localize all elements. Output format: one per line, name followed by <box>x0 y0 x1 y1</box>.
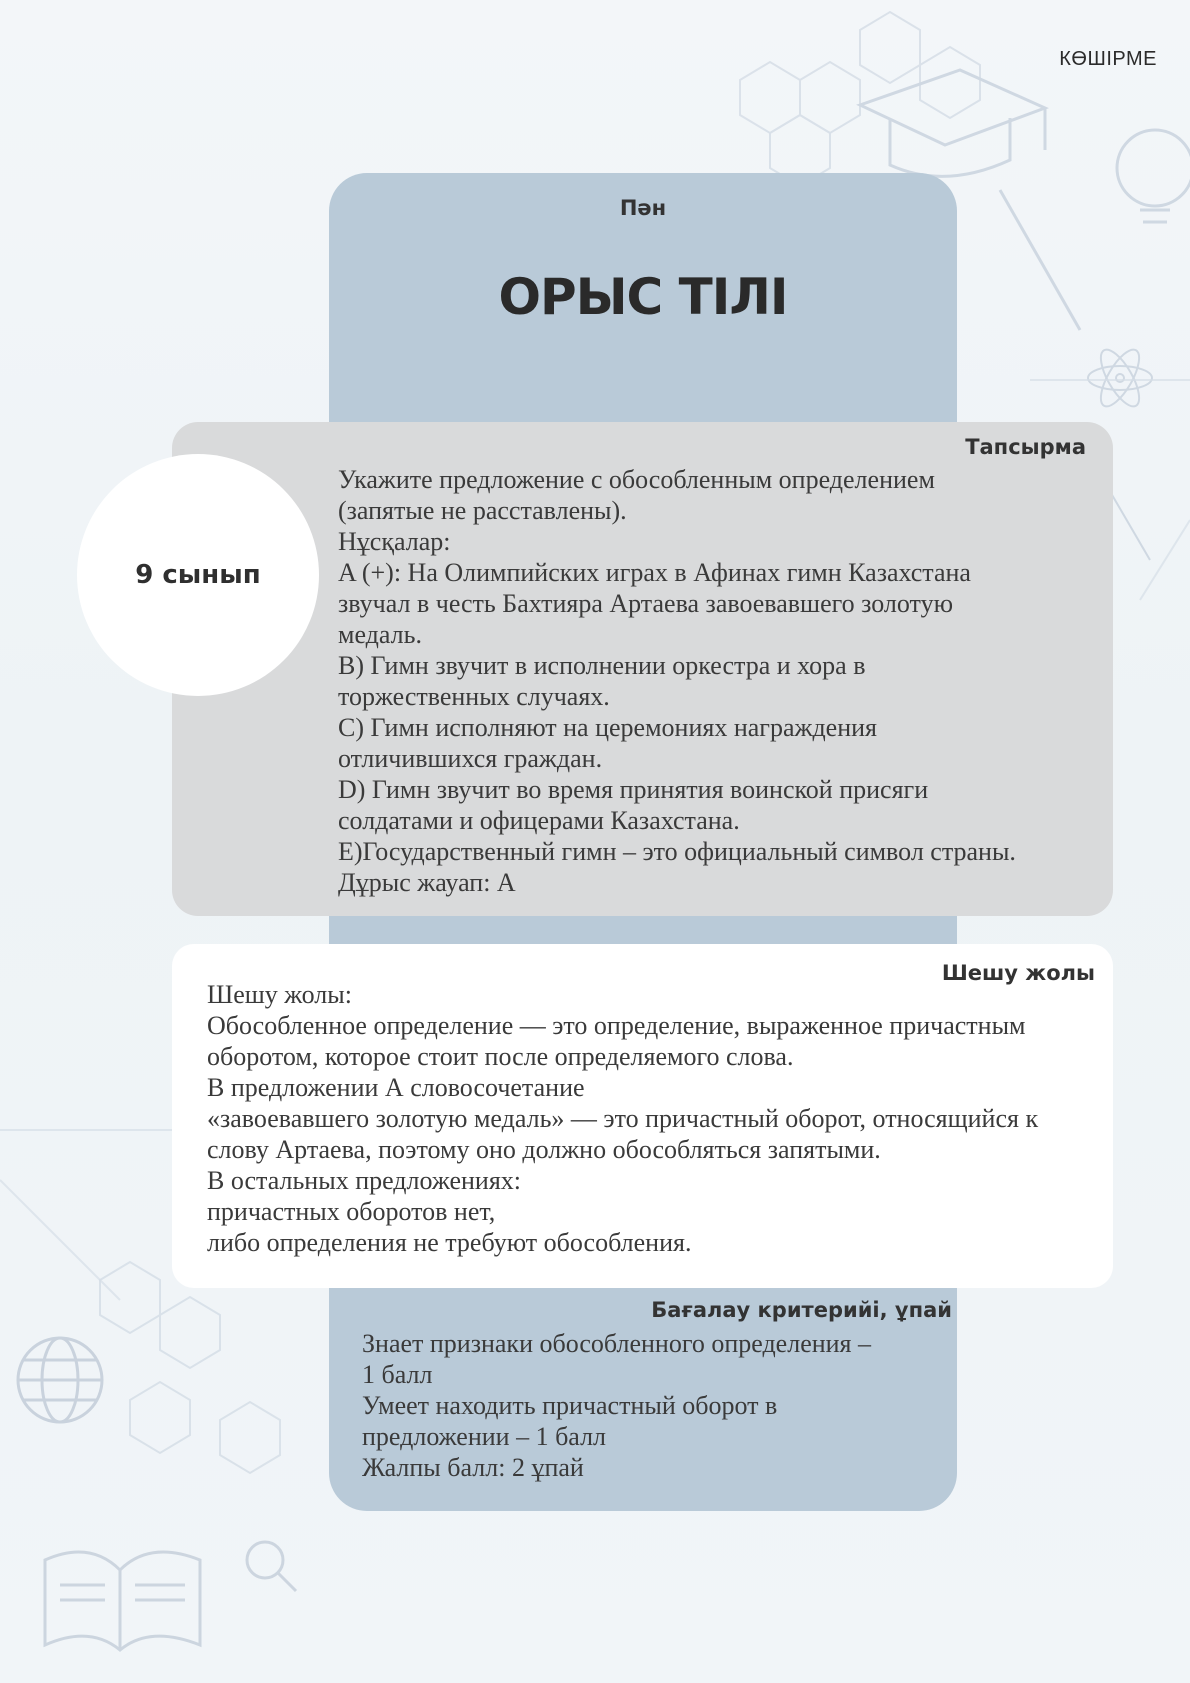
task-answer: Дұрыс жауап: A <box>338 868 516 897</box>
solution-line: причастных оборотов нет, <box>207 1197 496 1226</box>
criteria-line: предложении – 1 балл <box>362 1422 607 1451</box>
task-line: Укажите предложение с обособленным определением <box>338 465 935 494</box>
open-book-icon <box>45 1552 200 1650</box>
task-option-d: солдатами и офицерами Казахстана. <box>338 806 740 835</box>
copy-stamp-label: КӨШІРМЕ <box>1059 48 1157 70</box>
task-text <box>338 464 1098 898</box>
criteria-header: Бағалау критерийі, ұпай <box>651 1298 952 1322</box>
solution-line: слову Артаева, поэтому оно должно обособляться запятыми. <box>207 1135 881 1164</box>
solution-line: оборотом, которое стоит после определяемого слова. <box>207 1042 794 1071</box>
task-option-d: D) Гимн звучит во время принятия воинской присяги <box>338 775 929 804</box>
task-line: Нұсқалар: <box>338 527 451 556</box>
grade-badge: 9 сынып <box>77 454 319 696</box>
solution-line: Шешу жолы: <box>207 980 352 1009</box>
solution-line: либо определения не требуют обособления. <box>207 1228 692 1257</box>
task-line: (запятые не расставлены). <box>338 496 627 525</box>
criteria-text <box>362 1328 922 1483</box>
subject-caption: Пән <box>619 196 667 220</box>
lightbulb-icon <box>1117 130 1190 222</box>
solution-line: В остальных предложениях: <box>207 1166 522 1195</box>
solution-card <box>172 944 1113 1288</box>
task-header: Тапсырма <box>965 435 1086 459</box>
subject-title: ОРЫС ТІЛІ <box>498 268 788 326</box>
magnifier-icon <box>247 1542 296 1591</box>
solution-line: «завоевавшего золотую медаль» — это причастный оборот, относящийся к <box>207 1104 1039 1133</box>
globe-icon <box>18 1338 102 1422</box>
solution-header: Шешу жолы <box>941 961 1095 985</box>
task-option-c: C) Гимн исполняют на церемониях награждения <box>338 713 878 742</box>
criteria-line: Умеет находить причастный оборот в <box>362 1391 778 1420</box>
solution-line: В предложении А словосочетание <box>207 1073 585 1102</box>
criteria-line: 1 балл <box>362 1360 433 1389</box>
solution-text <box>207 979 1107 1258</box>
task-option-e: E)Государственный гимн – это официальный символ страны. <box>338 837 1016 866</box>
task-option-a: звучал в честь Бахтияра Артаева завоевавшего золотую <box>338 589 953 618</box>
task-card <box>172 422 1113 916</box>
criteria-total: Жалпы балл: 2 ұпай <box>362 1453 584 1482</box>
task-option-b: B) Гимн звучит в исполнении оркестра и хора в <box>338 651 866 680</box>
task-option-a: медаль. <box>338 620 422 649</box>
task-option-c: отличившихся граждан. <box>338 744 603 773</box>
task-option-a: A (+): На Олимпийских играх в Афинах гимн Казахстана <box>338 558 971 587</box>
task-option-b: торжественных случаях. <box>338 682 610 711</box>
solution-line: Обособленное определение — это определение, выраженное причастным <box>207 1011 1026 1040</box>
criteria-line: Знает признаки обособленного определения – <box>362 1329 872 1358</box>
